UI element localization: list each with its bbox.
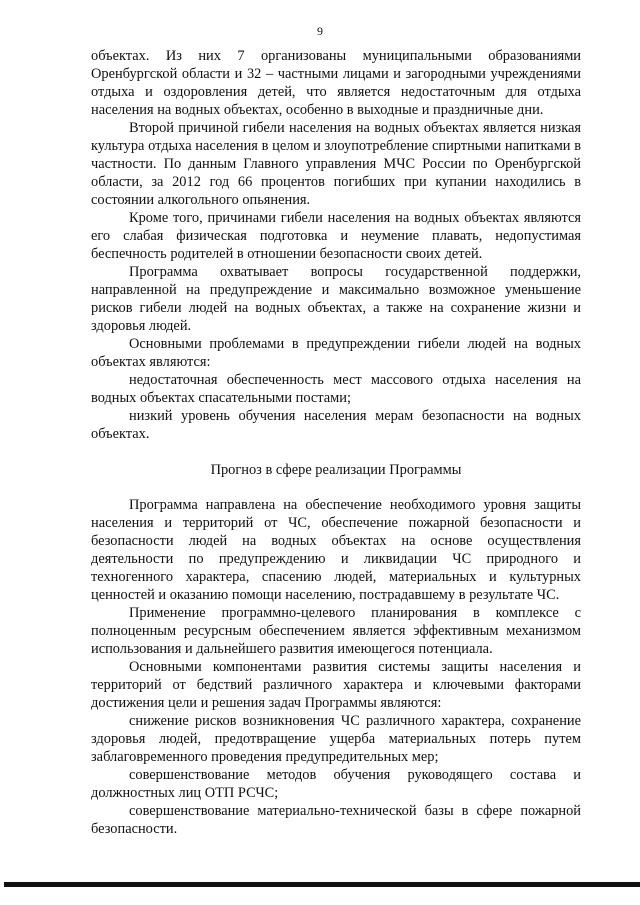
page-number: 9 bbox=[317, 24, 323, 38]
paragraph-key-components: Основными компонентами развития системы защиты населения и территорий от бедствий различного характера и ключевыми факторами достижения цели и решения задач Программы являются: bbox=[91, 659, 581, 711]
paragraph-bodies-count: объектах. Из них 7 организованы муниципальными образованиями Оренбургской области и 32 – частными лицами и загородными учреждениями отдыха и оздоровления детей, что является недостаточным для отдыха населения на водных объектах, особенно в выходные и праздничные дни. bbox=[91, 48, 581, 118]
paragraph-main-problems: Основными проблемами в предупреждении гибели людей на водных объектах являются: bbox=[91, 336, 581, 370]
list-item-training-methods: совершенствование методов обучения руководящего состава и должностных лиц ОТП РСЧС; bbox=[91, 767, 581, 801]
paragraph-planning: Применение программно-целевого планирования в комплексе с полноценным ресурсным обеспечением является эффективным механизмом использования и дальнейшего развития имеющегося потенциала. bbox=[91, 605, 581, 657]
bottom-rule bbox=[4, 882, 640, 887]
list-item-risk-reduction: снижение рисков возникновения ЧС различного характера, сохранение здоровья людей, предотвращение ущерба материальных потерь путем заблаговременного проведения предупредительных мер; bbox=[91, 713, 581, 765]
paragraph-program-scope: Программа охватывает вопросы государственной поддержки, направленной на предупреждение и максимально возможное уменьшение рисков гибели людей на водных объектах, а также на сохранение жизни и здоровья людей. bbox=[91, 264, 581, 334]
paragraph-other-causes: Кроме того, причинами гибели населения на водных объектах являются его слабая физическая подготовка и неумение плавать, недопустимая беспечность родителей в отношении безопасности своих детей. bbox=[91, 210, 581, 262]
list-item-low-training: низкий уровень обучения населения мерам безопасности на водных объектах. bbox=[91, 408, 581, 442]
paragraph-program-aim: Программа направлена на обеспечение необходимого уровня защиты населения и территорий от ЧС, обеспечение пожарной безопасности и безопасности людей на водных объектах на основе осуществления деятельности по предупреждению и ликвидации ЧС природного и техногенного характера, спасению людей, материальных и культурных ценностей и оказанию помощи населению, пострадавшему в результате ЧС. bbox=[91, 497, 581, 603]
paragraph-second-cause: Второй причиной гибели населения на водных объектах является низкая культура отдыха населения в целом и злоупотребление спиртными напитками в частности. По данным Главного управления МЧС России по Оренбургской области, за 2012 год 66 процентов погибших при купании находились в состоянии алкогольного опьянения. bbox=[91, 120, 581, 208]
document-body bbox=[91, 47, 581, 838]
section-heading: Прогноз в сфере реализации Программы bbox=[210, 462, 462, 478]
list-item-rescue-posts: недостаточная обеспеченность мест массового отдыха населения на водных объектах спасательными постами; bbox=[91, 372, 581, 406]
list-item-technical-base: совершенствование материально-технической базы в сфере пожарной безопасности. bbox=[91, 803, 581, 837]
